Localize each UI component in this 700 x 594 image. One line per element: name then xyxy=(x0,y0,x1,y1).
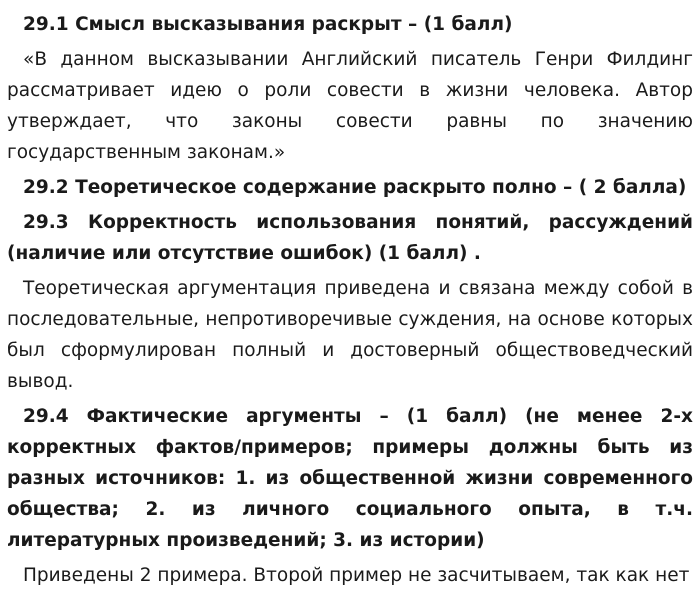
section-heading-29-2: 29.2 Теоретическое содержание раскрыто полно – ( 2 балла) xyxy=(23,177,687,198)
document-page xyxy=(7,9,693,591)
section-body-29-3: Теоретическая аргументация приведена и связана между собой в последовательные, непротиворечивые суждения, на основе которых был сформулирован полный и достоверный обществоведческий вывод. xyxy=(7,278,693,392)
section-heading-29-1: 29.1 Смысл высказывания раскрыт – (1 балл) xyxy=(23,14,513,35)
section-heading-29-4: 29.4 Фактические аргументы – (1 балл) (не менее 2-х корректных фактов/примеров; примеры должны быть из разных источников: 1. из общественной жизни современного общества; 2. из личного социального опыта, в т.ч. литературных произведений; 3. из истории) xyxy=(7,406,693,551)
section-body-29-1: «В данном высказывании Английский писатель Генри Филдинг рассматривает идею о роли совести в жизни человека. Автор утверждает, что законы совести равны по значению государственным законам.» xyxy=(7,49,693,163)
section-heading-29-3: 29.3 Корректность использования понятий, рассуждений (наличие или отсутствие ошибок) (1 балл) . xyxy=(7,212,693,264)
section-body-29-4: Приведены 2 примера. Второй пример не засчитываем, так как нет xyxy=(23,565,690,586)
